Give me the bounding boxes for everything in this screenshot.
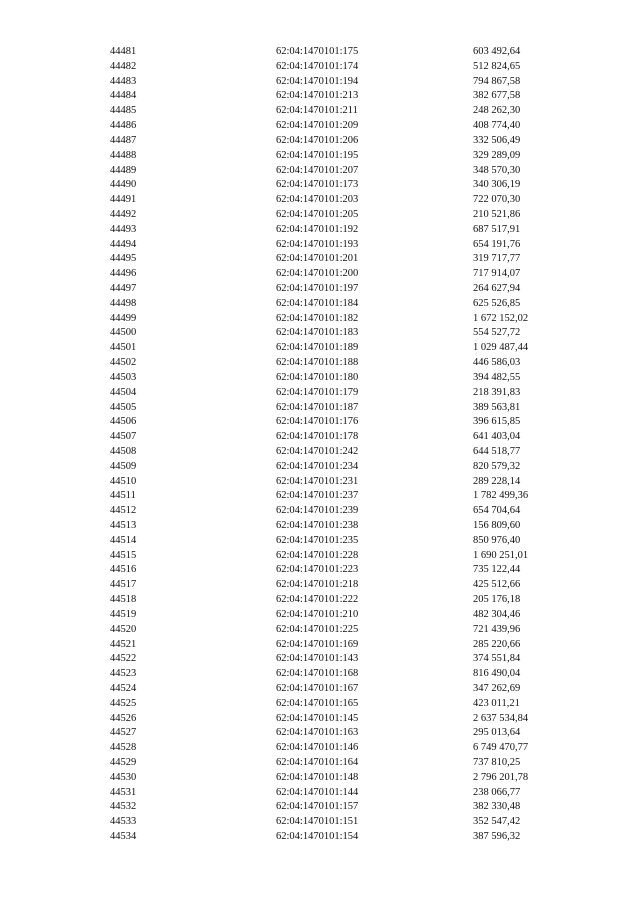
- cadastral-value: 329 289,09: [473, 149, 521, 161]
- cadastral-value: 850 976,40: [473, 534, 521, 546]
- table-row: [110, 741, 573, 756]
- cadastral-value: 816 490,04: [473, 668, 521, 680]
- table-row: [110, 549, 573, 564]
- cadastral-number: 62:04:1470101:213: [276, 90, 359, 102]
- cadastral-value: 625 526,85: [473, 297, 521, 309]
- cadastral-value: 205 176,18: [473, 594, 521, 606]
- cadastral-value: 319 717,77: [473, 253, 521, 265]
- table-row: [110, 119, 573, 134]
- cadastral-number: 62:04:1470101:207: [276, 164, 359, 176]
- cadastral-number: 62:04:1470101:157: [276, 801, 359, 813]
- cadastral-value: 425 512,66: [473, 579, 521, 591]
- table-row: [110, 726, 573, 741]
- row-number: 44498: [110, 297, 137, 309]
- row-number: 44503: [110, 371, 137, 383]
- table-row: [110, 386, 573, 401]
- cadastral-number: 62:04:1470101:173: [276, 179, 359, 191]
- row-number: 44500: [110, 327, 137, 339]
- row-number: 44509: [110, 460, 137, 472]
- cadastral-value: 644 518,77: [473, 445, 521, 457]
- table-row: [110, 519, 573, 534]
- cadastral-value: 332 506,49: [473, 134, 521, 146]
- cadastral-value: 248 262,30: [473, 105, 521, 117]
- cadastral-value: 382 677,58: [473, 90, 521, 102]
- table-row: [110, 652, 573, 667]
- table-row: [110, 475, 573, 490]
- table-row: [110, 578, 573, 593]
- cadastral-number: 62:04:1470101:180: [276, 371, 359, 383]
- row-number: 44528: [110, 742, 137, 754]
- cadastral-number: 62:04:1470101:206: [276, 134, 359, 146]
- table-row: [110, 756, 573, 771]
- cadastral-number: 62:04:1470101:200: [276, 268, 359, 280]
- row-number: 44524: [110, 682, 137, 694]
- row-number: 44518: [110, 594, 137, 606]
- table-row: [110, 282, 573, 297]
- cadastral-value: 347 262,69: [473, 682, 521, 694]
- row-number: 44493: [110, 223, 137, 235]
- table-row: [110, 786, 573, 801]
- cadastral-value: 735 122,44: [473, 564, 521, 576]
- cadastral-value: 295 013,64: [473, 727, 521, 739]
- table-row: [110, 800, 573, 815]
- table-row: [110, 430, 573, 445]
- cadastral-number: 62:04:1470101:179: [276, 386, 359, 398]
- table-row: [110, 489, 573, 504]
- row-number: 44507: [110, 431, 137, 443]
- row-number: 44488: [110, 149, 137, 161]
- cadastral-number: 62:04:1470101:148: [276, 771, 359, 783]
- table-row: [110, 75, 573, 90]
- cadastral-number: 62:04:1470101:235: [276, 534, 359, 546]
- cadastral-number: 62:04:1470101:210: [276, 608, 359, 620]
- cadastral-value: 394 482,55: [473, 371, 521, 383]
- table-row: [110, 415, 573, 430]
- cadastral-value: 722 070,30: [473, 194, 521, 206]
- row-number: 44501: [110, 342, 137, 354]
- cadastral-number: 62:04:1470101:209: [276, 120, 359, 132]
- table-row: [110, 608, 573, 623]
- cadastral-number: 62:04:1470101:146: [276, 742, 359, 754]
- cadastral-value: 2 637 534,84: [473, 712, 529, 724]
- cadastral-number: 62:04:1470101:175: [276, 46, 359, 57]
- row-number: 44487: [110, 134, 137, 146]
- cadastral-value: 554 527,72: [473, 327, 521, 339]
- row-number: 44522: [110, 653, 137, 665]
- row-number: 44502: [110, 357, 137, 369]
- cadastral-number: 62:04:1470101:167: [276, 682, 359, 694]
- table-row: [110, 60, 573, 75]
- row-number: 44506: [110, 416, 137, 428]
- cadastral-value: 717 914,07: [473, 268, 521, 280]
- cadastral-number: 62:04:1470101:195: [276, 149, 359, 161]
- cadastral-number: 62:04:1470101:228: [276, 549, 359, 561]
- table-row: [110, 563, 573, 578]
- row-number: 44486: [110, 120, 137, 132]
- cadastral-number: 62:04:1470101:176: [276, 416, 359, 428]
- cadastral-number: 62:04:1470101:222: [276, 594, 359, 606]
- row-number: 44484: [110, 90, 137, 102]
- table-row: [110, 667, 573, 682]
- table-row: [110, 326, 573, 341]
- table-row: [110, 697, 573, 712]
- row-number: 44530: [110, 771, 137, 783]
- cadastral-number: 62:04:1470101:205: [276, 208, 359, 220]
- cadastral-number: 62:04:1470101:168: [276, 668, 359, 680]
- cadastral-value: 408 774,40: [473, 120, 521, 132]
- cadastral-number: 62:04:1470101:188: [276, 357, 359, 369]
- cadastral-value: 1 782 499,36: [473, 490, 529, 502]
- row-number: 44527: [110, 727, 137, 739]
- table-row: [110, 460, 573, 475]
- table-row: [110, 297, 573, 312]
- cadastral-value: 264 627,94: [473, 283, 521, 294]
- cadastral-number: 62:04:1470101:223: [276, 564, 359, 576]
- cadastral-value: 641 403,04: [473, 431, 521, 443]
- row-number: 44521: [110, 638, 137, 650]
- cadastral-number: 62:04:1470101:189: [276, 342, 359, 354]
- cadastral-number: 62:04:1470101:231: [276, 475, 359, 487]
- cadastral-number: 62:04:1470101:201: [276, 253, 359, 265]
- row-number: 44504: [110, 386, 137, 398]
- cadastral-value: 721 439,96: [473, 623, 521, 635]
- cadastral-value: 6 749 470,77: [473, 742, 529, 754]
- row-number: 44496: [110, 268, 137, 280]
- cadastral-value: 348 570,30: [473, 164, 521, 176]
- table-row: [110, 45, 573, 60]
- cadastral-number: 62:04:1470101:143: [276, 653, 359, 665]
- table-row: [110, 104, 573, 119]
- row-number: 44531: [110, 786, 137, 798]
- table-row: [110, 178, 573, 193]
- cadastral-number: 62:04:1470101:192: [276, 223, 359, 235]
- table-row: [110, 238, 573, 253]
- cadastral-value: 340 306,19: [473, 179, 521, 191]
- table-row: [110, 445, 573, 460]
- row-number: 44526: [110, 712, 137, 724]
- cadastral-number: 62:04:1470101:218: [276, 579, 359, 591]
- table-row: [110, 682, 573, 697]
- row-number: 44513: [110, 520, 137, 531]
- table-row: [110, 593, 573, 608]
- cadastral-value-table: [110, 45, 573, 845]
- cadastral-number: 62:04:1470101:211: [276, 105, 358, 117]
- row-number: 44534: [110, 831, 137, 843]
- row-number: 44495: [110, 253, 137, 265]
- cadastral-number: 62:04:1470101:178: [276, 431, 359, 443]
- cadastral-number: 62:04:1470101:197: [276, 283, 359, 294]
- table-row: [110, 371, 573, 386]
- row-number: 44529: [110, 757, 137, 768]
- cadastral-value: 2 796 201,78: [473, 771, 529, 783]
- cadastral-value: 654 704,64: [473, 505, 521, 517]
- cadastral-number: 62:04:1470101:183: [276, 327, 359, 339]
- cadastral-value: 603 492,64: [473, 46, 521, 57]
- cadastral-value: 794 867,58: [473, 75, 521, 87]
- table-row: [110, 830, 573, 845]
- cadastral-number: 62:04:1470101:184: [276, 297, 359, 309]
- cadastral-value: 289 228,14: [473, 475, 521, 487]
- table-row: [110, 623, 573, 638]
- cadastral-number: 62:04:1470101:237: [276, 490, 359, 502]
- cadastral-value: 1 690 251,01: [473, 549, 529, 561]
- cadastral-number: 62:04:1470101:242: [276, 445, 359, 457]
- cadastral-value: 446 586,03: [473, 357, 521, 369]
- row-number: 44489: [110, 164, 137, 176]
- row-number: 44492: [110, 208, 137, 220]
- cadastral-number: 62:04:1470101:187: [276, 401, 359, 413]
- row-number: 44482: [110, 60, 137, 72]
- cadastral-number: 62:04:1470101:163: [276, 727, 359, 739]
- cadastral-value: 687 517,91: [473, 223, 521, 235]
- cadastral-value: 1 029 487,44: [473, 342, 529, 354]
- cadastral-number: 62:04:1470101:151: [276, 816, 359, 828]
- cadastral-value: 156 809,60: [473, 520, 521, 531]
- row-number: 44491: [110, 194, 137, 206]
- table-row: [110, 712, 573, 727]
- row-number: 44499: [110, 312, 137, 324]
- row-number: 44515: [110, 549, 137, 561]
- table-row: [110, 504, 573, 519]
- cadastral-number: 62:04:1470101:203: [276, 194, 359, 206]
- cadastral-value: 382 330,48: [473, 801, 521, 813]
- cadastral-value: 482 304,46: [473, 608, 521, 620]
- row-number: 44533: [110, 816, 137, 828]
- table-body: [110, 45, 573, 845]
- row-number: 44512: [110, 505, 137, 517]
- row-number: 44510: [110, 475, 137, 487]
- row-number: 44514: [110, 534, 137, 546]
- cadastral-value: 238 066,77: [473, 786, 521, 798]
- table-row: [110, 341, 573, 356]
- row-number: 44508: [110, 445, 137, 457]
- cadastral-number: 62:04:1470101:194: [276, 75, 359, 87]
- row-number: 44490: [110, 179, 137, 191]
- cadastral-value: 374 551,84: [473, 653, 521, 665]
- cadastral-number: 62:04:1470101:234: [276, 460, 359, 472]
- row-number: 44497: [110, 283, 137, 294]
- cadastral-value: 737 810,25: [473, 757, 521, 768]
- table-row: [110, 193, 573, 208]
- cadastral-value: 654 191,76: [473, 238, 521, 250]
- table-row: [110, 149, 573, 164]
- table-row: [110, 534, 573, 549]
- table-row: [110, 89, 573, 104]
- row-number: 44511: [110, 490, 136, 502]
- table-row: [110, 815, 573, 830]
- row-number: 44517: [110, 579, 137, 591]
- cadastral-number: 62:04:1470101:165: [276, 697, 359, 709]
- row-number: 44494: [110, 238, 137, 250]
- table-row: [110, 252, 573, 267]
- cadastral-value: 387 596,32: [473, 831, 521, 843]
- row-number: 44485: [110, 105, 137, 117]
- row-number: 44520: [110, 623, 137, 635]
- cadastral-value: 352 547,42: [473, 816, 521, 828]
- cadastral-value: 210 521,86: [473, 208, 521, 220]
- cadastral-number: 62:04:1470101:145: [276, 712, 359, 724]
- cadastral-value: 1 672 152,02: [473, 312, 529, 324]
- cadastral-number: 62:04:1470101:182: [276, 312, 359, 324]
- row-number: 44532: [110, 801, 137, 813]
- cadastral-value: 389 563,81: [473, 401, 521, 413]
- row-number: 44525: [110, 697, 137, 709]
- row-number: 44483: [110, 75, 137, 87]
- row-number: 44523: [110, 668, 137, 680]
- table-row: [110, 356, 573, 371]
- table-row: [110, 771, 573, 786]
- cadastral-value: 285 220,66: [473, 638, 521, 650]
- table-row: [110, 312, 573, 327]
- table-row: [110, 267, 573, 282]
- cadastral-value: 820 579,32: [473, 460, 521, 472]
- table-row: [110, 223, 573, 238]
- cadastral-value: 396 615,85: [473, 416, 521, 428]
- row-number: 44516: [110, 564, 137, 576]
- cadastral-number: 62:04:1470101:169: [276, 638, 359, 650]
- cadastral-value: 423 011,21: [473, 697, 520, 709]
- table-row: [110, 401, 573, 416]
- table-row: [110, 208, 573, 223]
- row-number: 44519: [110, 608, 137, 620]
- cadastral-value: 218 391,83: [473, 386, 521, 398]
- cadastral-value: 512 824,65: [473, 60, 521, 72]
- table-row: [110, 638, 573, 653]
- cadastral-number: 62:04:1470101:154: [276, 831, 359, 843]
- cadastral-number: 62:04:1470101:144: [276, 786, 359, 798]
- cadastral-number: 62:04:1470101:164: [276, 757, 359, 768]
- cadastral-number: 62:04:1470101:239: [276, 505, 359, 517]
- cadastral-number: 62:04:1470101:238: [276, 520, 359, 531]
- table-row: [110, 164, 573, 179]
- cadastral-number: 62:04:1470101:174: [276, 60, 359, 72]
- cadastral-number: 62:04:1470101:225: [276, 623, 359, 635]
- row-number: 44505: [110, 401, 137, 413]
- row-number: 44481: [110, 46, 137, 57]
- cadastral-number: 62:04:1470101:193: [276, 238, 359, 250]
- table-row: [110, 134, 573, 149]
